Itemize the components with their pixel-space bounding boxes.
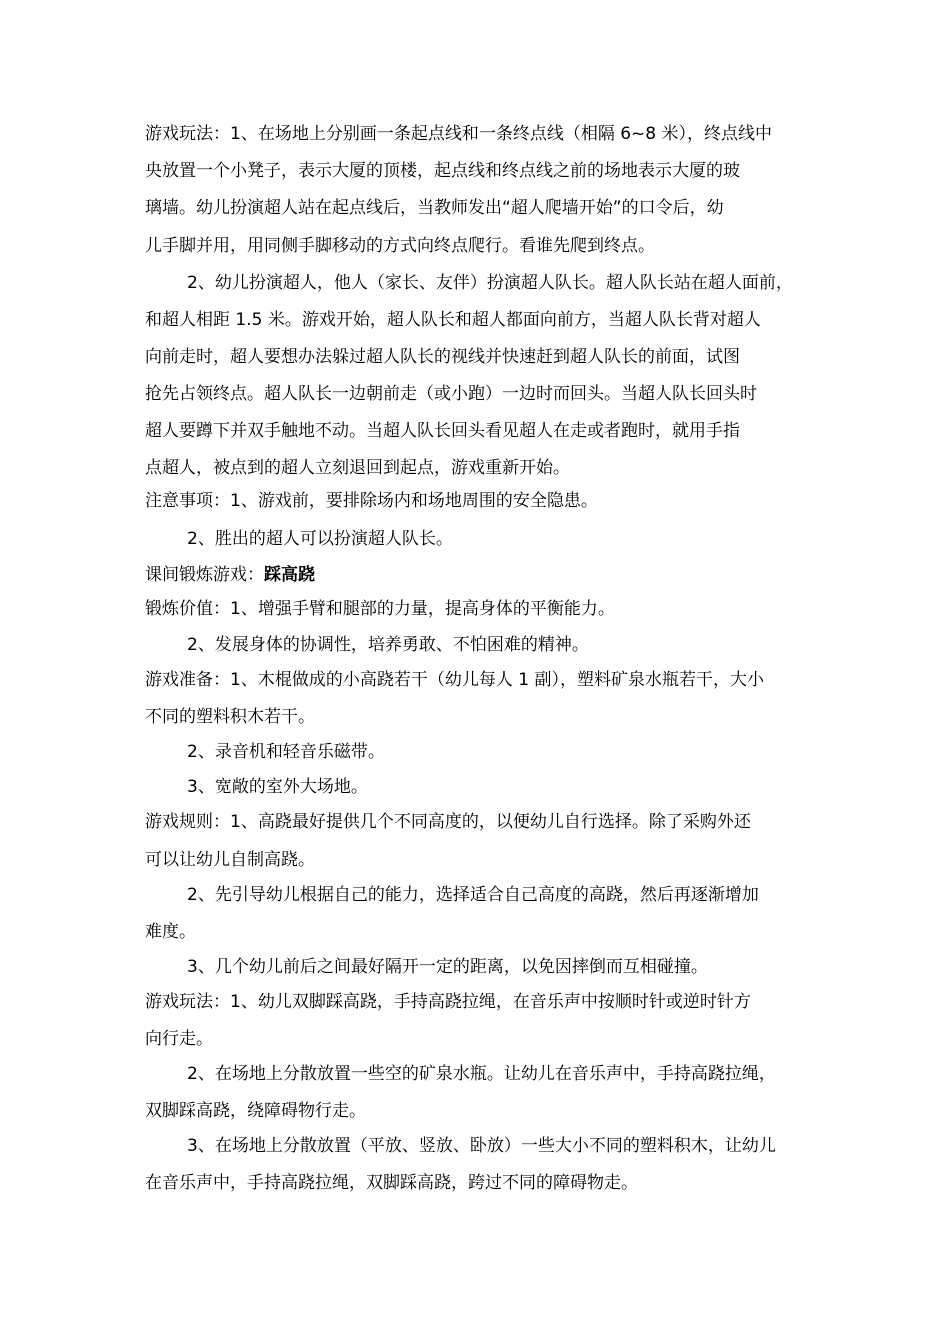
text-line: 向行走。: [145, 1029, 213, 1049]
section-heading: [145, 563, 315, 587]
text-line: 2、在场地上分散放置一些空的矿泉水瓶。让幼儿在音乐声中，手持高跷拉绳，: [187, 1064, 776, 1084]
text-line: 2、录音机和轻音乐磁带。: [187, 742, 385, 762]
text-line: 可以让幼儿自制高跷。: [145, 850, 315, 870]
text-line: 游戏玩法：1、在场地上分别画一条起点线和一条终点线（相隔 6~8 米），终点线中: [145, 124, 772, 144]
text-line: 在音乐声中，手持高跷拉绳，双脚踩高跷，跨过不同的障碍物走。: [145, 1173, 638, 1193]
text-line: 超人要蹲下并双手触地不动。当超人队长回头看见超人在走或者跑时，就用手指: [145, 421, 740, 441]
text-line: 儿手脚并用，用同侧手脚移动的方式向终点爬行。看谁先爬到终点。: [145, 236, 655, 256]
text-line: 2、胜出的超人可以扮演超人队长。: [187, 529, 453, 549]
text-line: 注意事项：1、游戏前，要排除场内和场地周围的安全隐患。: [145, 491, 598, 511]
text-line: 游戏玩法：1、幼儿双脚踩高跷，手持高跷拉绳，在音乐声中按顺时针或逆时针方: [145, 992, 751, 1012]
heading-title: 踩高跷: [264, 565, 315, 585]
text-line: 2、先引导幼儿根据自己的能力，选择适合自己高度的高跷，然后再逐渐增加: [187, 885, 759, 905]
text-line: 游戏准备：1、木棍做成的小高跷若干（幼儿每人 1 副），塑料矿泉水瓶若干，大小: [145, 670, 764, 690]
text-line: 向前走时，超人要想办法躲过超人队长的视线并快速赶到超人队长的前面，试图: [145, 347, 740, 367]
text-line: 2、幼儿扮演超人，他人（家长、友伴）扮演超人队长。超人队长站在超人面前，: [187, 273, 793, 293]
text-line: 央放置一个小凳子，表示大厦的顶楼，起点线和终点线之前的场地表示大厦的玻: [145, 161, 740, 181]
text-line: 3、宽敞的室外大场地。: [187, 777, 368, 797]
heading-prefix: 课间锻炼游戏：: [145, 565, 264, 585]
text-line: 3、几个幼儿前后之间最好隔开一定的距离，以免因摔倒而互相碰撞。: [187, 957, 708, 977]
text-line: 游戏规则：1、高跷最好提供几个不同高度的，以便幼儿自行选择。除了采购外还: [145, 812, 751, 832]
text-line: 和超人相距 1.5 米。游戏开始，超人队长和超人都面向前方，当超人队长背对超人: [145, 310, 761, 330]
text-line: 2、发展身体的协调性，培养勇敢、不怕困难的精神。: [187, 635, 589, 655]
text-line: 双脚踩高跷，绕障碍物行走。: [145, 1101, 366, 1121]
text-line: 不同的塑料积木若干。: [145, 707, 315, 727]
text-line: 难度。: [145, 922, 196, 942]
text-line: 3、在场地上分散放置（平放、竖放、卧放）一些大小不同的塑料积木，让幼儿: [187, 1136, 776, 1156]
text-line: 锻炼价值：1、增强手臂和腿部的力量，提高身体的平衡能力。: [145, 599, 615, 619]
text-line: 璃墙。幼儿扮演超人站在起点线后，当教师发出“超人爬墙开始”的口令后，幼: [145, 198, 724, 218]
text-line: 点超人，被点到的超人立刻退回到起点，游戏重新开始。: [145, 458, 570, 478]
text-line: 抢先占领终点。超人队长一边朝前走（或小跑）一边时而回头。当超人队长回头时: [145, 384, 757, 404]
